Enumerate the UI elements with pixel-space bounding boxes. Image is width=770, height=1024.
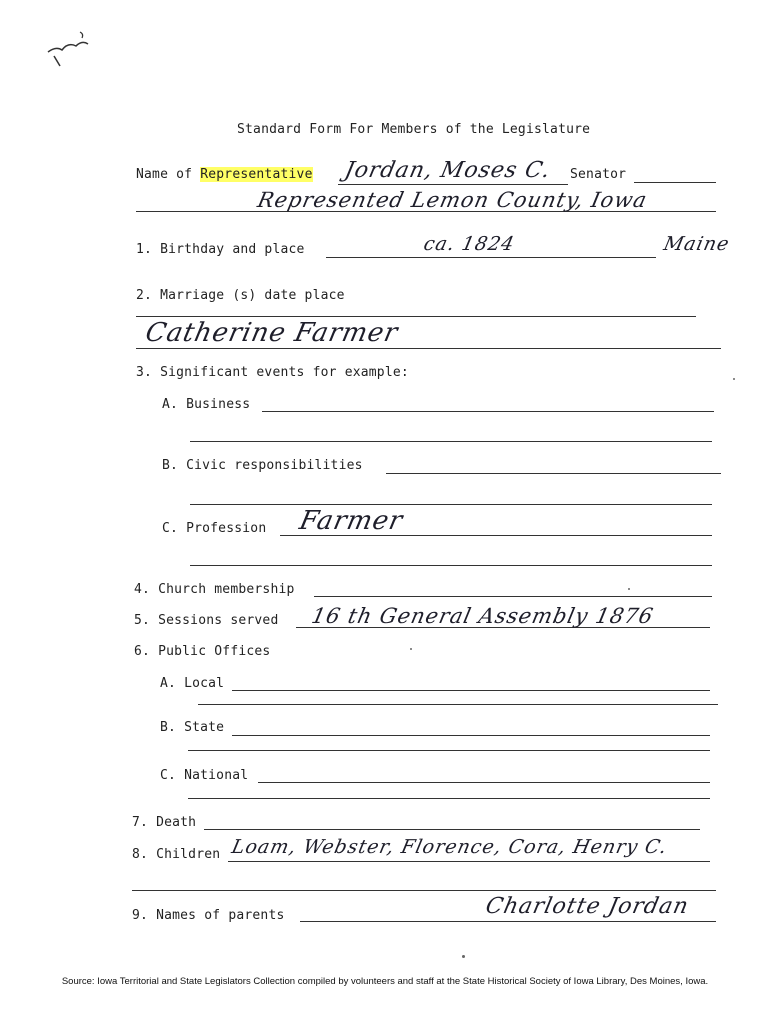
children-label: 8. Children [132, 847, 221, 862]
marriage-line-1 [136, 316, 696, 317]
profession-value: Farmer [296, 506, 406, 536]
sessions-label: 5. Sessions served [134, 613, 279, 628]
civic-label: B. Civic responsibilities [162, 458, 363, 473]
spouse-value: Catherine Farmer [142, 318, 401, 348]
birth-place-value: Maine [661, 233, 732, 255]
name-line [338, 184, 568, 185]
state-line-1 [232, 735, 710, 736]
scan-speck [462, 955, 465, 958]
national-line-2 [188, 798, 710, 799]
business-label: A. Business [162, 397, 251, 412]
scan-speck [733, 378, 735, 380]
senator-label: Senator [570, 167, 627, 182]
scan-speck [628, 588, 630, 590]
local-line-2 [198, 704, 718, 705]
scan-speck [410, 648, 412, 650]
profession-label: C. Profession [162, 521, 267, 536]
marriage-label: 2. Marriage (s) date place [136, 288, 345, 303]
children-line-2 [132, 890, 716, 891]
national-line-1 [258, 782, 710, 783]
events-label: 3. Significant events for example: [136, 365, 409, 380]
form-title: Standard Form For Members of the Legislature [237, 122, 591, 137]
civic-line-1 [386, 473, 721, 474]
business-line-2 [190, 441, 712, 442]
church-line [314, 596, 712, 597]
parents-value: Charlotte Jordan [483, 894, 692, 919]
sessions-value: 16 th General Assembly 1876 [309, 604, 656, 628]
representative-label: Representative [200, 167, 313, 182]
birthday-label: 1. Birthday and place [136, 242, 305, 257]
parents-line [300, 921, 716, 922]
local-line-1 [232, 690, 710, 691]
civic-line-2 [190, 504, 712, 505]
business-line-1 [262, 411, 714, 412]
church-label: 4. Church membership [134, 582, 295, 597]
local-label: A. Local [160, 676, 225, 691]
birthday-line [326, 257, 656, 258]
public-offices-label: 6. Public Offices [134, 644, 271, 659]
name-label [136, 167, 313, 182]
corner-scribble [40, 22, 110, 82]
death-label: 7. Death [132, 815, 197, 830]
parents-label: 9. Names of parents [132, 908, 285, 923]
marriage-line-2 [136, 348, 721, 349]
children-line-1 [228, 861, 710, 862]
name-value: Jordan, Moses C. [342, 158, 554, 183]
birth-date-value: ca. 1824 [421, 233, 517, 255]
name-of-label: Name of [136, 167, 201, 182]
national-label: C. National [160, 768, 249, 783]
children-value: Loam, Webster, Florence, Cora, Henry C. [229, 836, 670, 858]
state-line-2 [188, 750, 710, 751]
profession-line-2 [190, 565, 712, 566]
district-value: Represented Lemon County, Iowa [255, 188, 650, 212]
source-caption: Source: Iowa Territorial and State Legislators Collection compiled by volunteers and staff at the State Historical Society of Iowa Library, Des Moines, Iowa. [61, 976, 709, 987]
death-line [204, 829, 700, 830]
senator-line [634, 182, 716, 183]
state-label: B. State [160, 720, 225, 735]
